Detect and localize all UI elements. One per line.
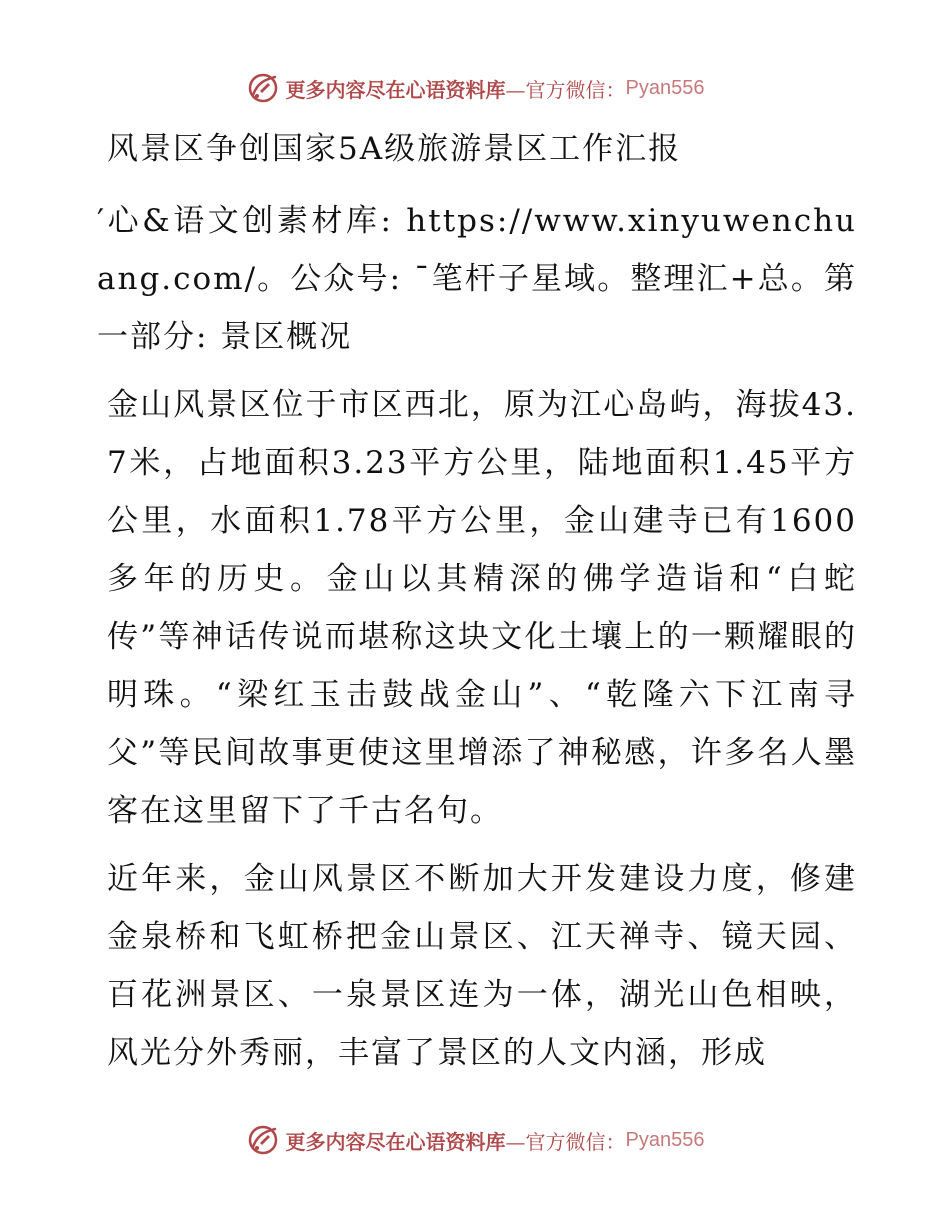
header-watermark: [0, 68, 950, 108]
paragraph-overview: 金山风景区位于市区西北，原为江心岛屿，海拔43.7米，占地面积3.23平方公里，陆地面积1.45平方公里，水面积1.78平方公里，金山建寺已有1600多年的历史。金山以其精深的佛学造诣和“白蛇传”等神话传说而堪称这块文化土壤上的一颗耀眼的明珠。“梁红玉击鼓战金山”、“乾隆六下江南寻父”等民间故事更使这里增添了神秘感，许多名人墨客在这里留下了千古名句。: [107, 387, 857, 829]
paragraph-development: 近年来，金山风景区不断加大开发建设力度，修建金泉桥和飞虹桥把金山景区、江天禅寺、镜天园、百花洲景区、一泉景区连为一体，湖光山色相映，风光分外秀丽，丰富了景区的人文内涵，形成: [107, 861, 857, 1071]
footer-watermark: [0, 1120, 950, 1160]
watermark-text: 更多内容尽在心语资料库: [285, 1129, 506, 1154]
watermark-separator: —官方微信：: [505, 77, 626, 102]
watermark-wechat-id: Pyan556: [625, 1128, 705, 1151]
watermark-wechat-id: Pyan556: [625, 76, 705, 99]
paragraph-source-note: ′心&语文创素材库: https://www.xinyuwenchuang.com/。公众号: ¯笔杆子星域。整理汇+总。第一部分: 景区概况: [97, 203, 857, 355]
document-title: 风景区争创国家5A级旅游景区工作汇报: [107, 131, 682, 167]
brand-logo-icon: [246, 1123, 280, 1157]
brand-logo-icon: [246, 71, 280, 105]
watermark-separator: —官方微信：: [505, 1129, 626, 1154]
document-body: [97, 120, 857, 1092]
watermark-text: 更多内容尽在心语资料库: [285, 77, 506, 102]
